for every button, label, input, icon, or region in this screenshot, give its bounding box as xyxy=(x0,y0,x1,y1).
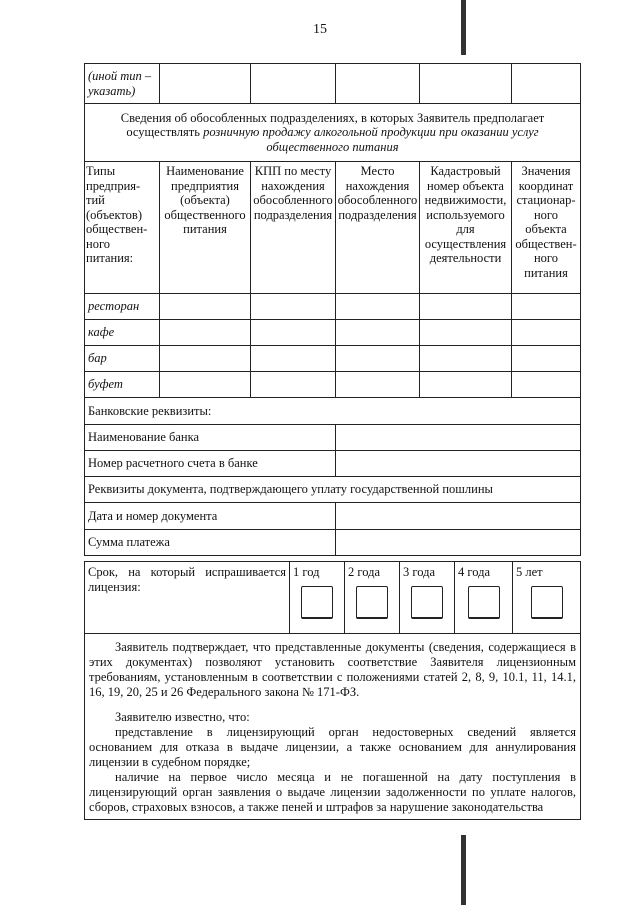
payment-date-row xyxy=(85,503,581,530)
section-title-italic: розничную продажу алкогольной продукции при оказании услуг общественного питания xyxy=(203,125,539,154)
table-cell[interactable] xyxy=(251,372,336,398)
term-option-2-years[interactable] xyxy=(345,562,400,634)
declaration-item-1: представление в лицензирующий орган недостоверных сведений является основанием для отказа в выдаче лицензии, а также основанием для аннулирования лицензии в судебном порядке; xyxy=(89,725,576,769)
term-checkbox-3-years[interactable] xyxy=(411,586,443,619)
table-cell[interactable] xyxy=(512,320,581,346)
bank-account-row xyxy=(85,451,581,477)
license-term-label: Срок, на который испрашивается лицензия: xyxy=(85,562,290,634)
bank-name-field[interactable] xyxy=(336,425,581,451)
type-label-restaurant: ресторан xyxy=(85,294,160,320)
table-cell[interactable] xyxy=(420,320,512,346)
bank-name-row xyxy=(85,425,581,451)
other-type-name-cell[interactable] xyxy=(160,64,251,104)
other-type-coords-cell[interactable] xyxy=(512,64,581,104)
term-option-3-years[interactable] xyxy=(400,562,455,634)
bank-section-label: Банковские реквизиты: xyxy=(85,398,581,425)
table-cell[interactable] xyxy=(420,346,512,372)
declaration-text xyxy=(85,634,581,820)
section-title-plain: Сведения об обособленных подразделениях, в которых Заявитель предполагает осуществлять xyxy=(120,110,545,140)
other-type-kpp-cell[interactable] xyxy=(251,64,336,104)
license-term-row xyxy=(85,562,581,634)
table-cell[interactable] xyxy=(251,294,336,320)
table-cell[interactable] xyxy=(420,372,512,398)
declaration-aware: Заявителю известно, что: xyxy=(115,710,250,724)
table-cell[interactable] xyxy=(336,320,420,346)
other-type-address-cell[interactable] xyxy=(336,64,420,104)
other-type-cadastral-cell[interactable] xyxy=(420,64,512,104)
payment-date-field[interactable] xyxy=(336,503,581,530)
bank-account-field[interactable] xyxy=(336,451,581,477)
table-row xyxy=(85,372,581,398)
table-cell[interactable] xyxy=(512,294,581,320)
page-number: 15 xyxy=(313,22,327,37)
payment-section-row xyxy=(85,477,581,503)
declaration-item-2: наличие на первое число месяца и не погашенной на дату поступления в лицензирующий орган заявления о выдаче лицензии задолженности по уплате налогов, сборов, страховых взносов, а также пеней и штрафов за нарушение законодательства xyxy=(89,770,576,814)
table-row xyxy=(85,346,581,372)
payment-section-label: Реквизиты документа, подтверждающего уплату государственной пошлины xyxy=(85,477,581,503)
bank-account-label: Номер расчетного счета в банке xyxy=(85,451,336,477)
table-row xyxy=(85,320,581,346)
table-cell[interactable] xyxy=(512,346,581,372)
type-label-cafe: кафе xyxy=(85,320,160,346)
type-label-buffet: буфет xyxy=(85,372,160,398)
payment-date-label: Дата и номер документа xyxy=(85,503,336,530)
type-label-bar: бар xyxy=(85,346,160,372)
table-cell[interactable] xyxy=(336,294,420,320)
table-cell[interactable] xyxy=(160,372,251,398)
other-type-row xyxy=(85,64,581,104)
other-type-label: (иной тип – указать) xyxy=(85,64,160,104)
term-checkbox-1-year[interactable] xyxy=(301,586,333,619)
table-row xyxy=(85,294,581,320)
table-cell[interactable] xyxy=(336,372,420,398)
term-checkbox-5-years[interactable] xyxy=(531,586,563,619)
term-option-1-year[interactable] xyxy=(290,562,345,634)
column-header-type: Типы предприя-тий (объектов) обществен-ного питания: xyxy=(85,162,160,294)
table-cell[interactable] xyxy=(512,372,581,398)
table-cell[interactable] xyxy=(336,346,420,372)
declaration-row xyxy=(85,634,581,820)
table-cell[interactable] xyxy=(160,346,251,372)
column-header-cadastral: Кадастровый номер объекта недвижимости, используемого для осуществления деятельности xyxy=(420,162,512,294)
column-header-address: Место нахождения обособленного подразделения xyxy=(336,162,420,294)
bank-name-label: Наименование банка xyxy=(85,425,336,451)
table-cell[interactable] xyxy=(251,320,336,346)
term-option-label: 5 лет xyxy=(516,565,543,579)
term-option-4-years[interactable] xyxy=(455,562,513,634)
table-cell[interactable] xyxy=(160,294,251,320)
column-header-row xyxy=(85,162,581,294)
table-cell[interactable] xyxy=(420,294,512,320)
term-checkbox-2-years[interactable] xyxy=(356,586,388,619)
table-cell[interactable] xyxy=(251,346,336,372)
payment-amount-row xyxy=(85,530,581,556)
term-option-5-years[interactable] xyxy=(513,562,581,634)
payment-amount-field[interactable] xyxy=(336,530,581,556)
term-option-label: 4 года xyxy=(458,565,490,579)
column-header-name: Наименование предприятия (объекта) общественного питания xyxy=(160,162,251,294)
term-option-label: 3 года xyxy=(403,565,435,579)
scan-binding-mark xyxy=(461,835,466,905)
scan-binding-mark xyxy=(461,0,466,55)
declaration-confirm: Заявитель подтверждает, что представленные документы (сведения, содержащиеся в этих документах) позволяют установить соответствие Заявителя лицензионным требованиям, установленным в соответствии с положениями статей 2, 8, 9, 10.1, 11, 14.1, 16, 19, 20, 25 и 26 Федерального закона № 171-ФЗ. xyxy=(89,640,576,699)
section-title-row xyxy=(85,104,581,162)
term-checkbox-4-years[interactable] xyxy=(468,586,500,619)
license-form-table xyxy=(84,63,581,556)
column-header-coords: Значения координат стационар-ного объекта обществен-ного питания xyxy=(512,162,581,294)
license-term-table xyxy=(84,561,581,820)
table-cell[interactable] xyxy=(160,320,251,346)
term-option-label: 2 года xyxy=(348,565,380,579)
section-title xyxy=(85,104,581,162)
payment-amount-label: Сумма платежа xyxy=(85,530,336,556)
column-header-kpp: КПП по месту нахождения обособленного подразделения xyxy=(251,162,336,294)
term-option-label: 1 год xyxy=(293,565,320,579)
bank-section-row xyxy=(85,398,581,425)
